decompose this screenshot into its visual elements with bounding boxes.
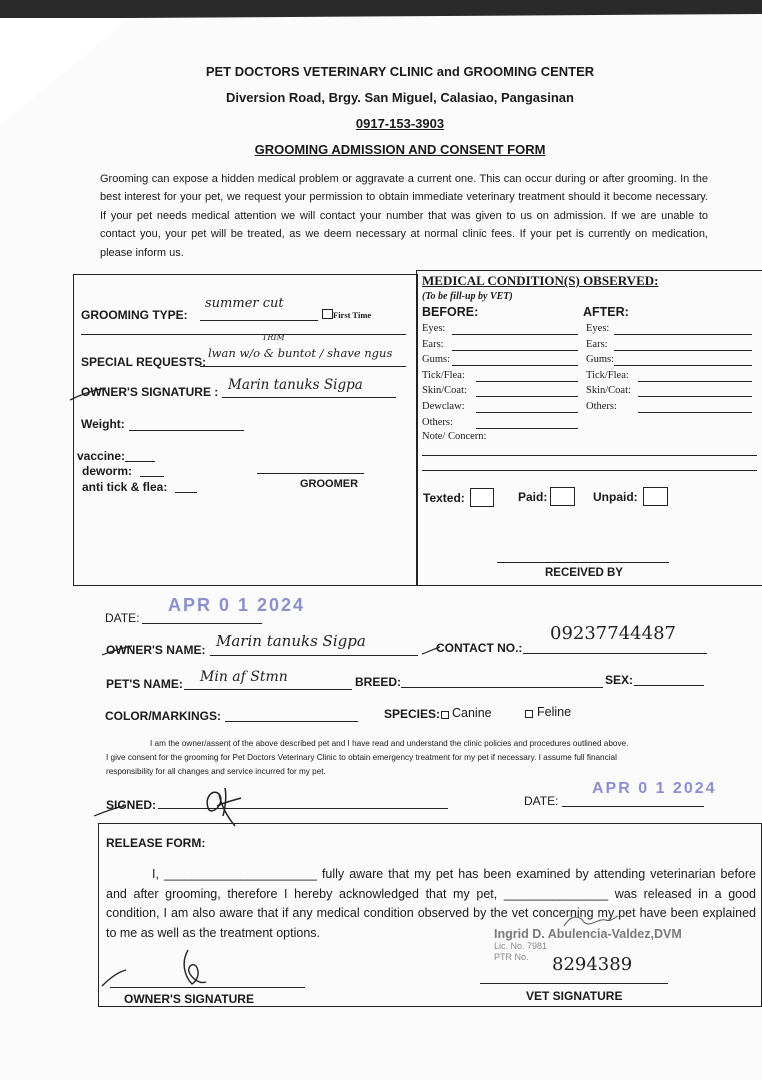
vet-sig-label: VET SIGNATURE	[526, 989, 623, 1003]
grooming-type-value: summer cut	[205, 296, 284, 311]
grooming-type-line	[200, 320, 318, 321]
consent-date-label: DATE:	[524, 794, 559, 808]
note-label: Note/ Concern:	[422, 431, 487, 442]
after-item-label: Others:	[586, 401, 617, 412]
groomer-label: GROOMER	[300, 478, 359, 490]
paid-label: Paid:	[518, 490, 548, 504]
pet-name-line	[184, 689, 352, 690]
texted-checkbox[interactable]	[470, 488, 494, 507]
groomer-line	[257, 473, 364, 474]
vaccine-line	[125, 461, 155, 462]
feline-checkbox[interactable]	[525, 710, 533, 718]
owner-sig-mark	[100, 944, 210, 990]
texted-label: Texted:	[423, 491, 465, 505]
received-by-label: RECEIVED BY	[545, 567, 623, 579]
after-heading: AFTER:	[583, 305, 629, 319]
release-text: I, ______________________ fully aware that my pet has been examined by attending veterinarian before and after grooming, therefore I hereby acknowledged that my pet, _______________ was released in a good condition, I am also aware that if any medical condition observed by the vet concerning my pet have been explained to me as well as the treatment options.	[106, 867, 756, 940]
date-line	[142, 623, 262, 624]
after-item-line	[638, 396, 752, 397]
antitick-line	[175, 492, 197, 493]
sex-label: SEX:	[605, 673, 634, 687]
after-item-line	[614, 350, 752, 351]
consent-date-stamp: APR 0 1 2024	[592, 780, 717, 797]
before-item-label: Eyes:	[422, 323, 446, 334]
deworm-label: deworm:	[82, 464, 133, 478]
weight-line	[129, 430, 244, 431]
color-label: COLOR/MARKINGS:	[105, 709, 221, 723]
special-requests-value: lwan w/o & buntot / shave ngus	[208, 346, 393, 360]
owner-sig-label: OWNER'S SIGNATURE	[124, 992, 254, 1006]
form-title: GROOMING ADMISSION AND CONSENT FORM	[254, 142, 546, 157]
date-label: DATE:	[105, 611, 140, 625]
owner-name-label: OWNER'S NAME:	[106, 643, 206, 657]
before-item-line	[452, 365, 578, 366]
breed-label: BREED:	[355, 675, 402, 689]
consent-line-3: responsibility for all changes and service incurred for my pet.	[106, 767, 326, 776]
consent-line-1: I am the owner/assent of the above described pet and I have read and understand the clinic policies and procedures outlined above.	[150, 739, 629, 748]
canine-checkbox[interactable]	[441, 711, 449, 719]
pet-name-label: PET'S NAME:	[106, 677, 183, 691]
before-item-line	[452, 334, 578, 335]
after-item-label: Gums:	[586, 354, 615, 366]
before-item-label: Dewclaw:	[422, 401, 465, 412]
sex-line	[634, 685, 704, 686]
consent-date-line	[562, 806, 704, 807]
special-requests-note: TRIM	[262, 333, 285, 342]
species-label: SPECIES:	[384, 707, 441, 721]
canine-label: Canine	[452, 706, 492, 720]
signed-strike	[92, 800, 128, 820]
vet-ptr-label: PTR No.	[494, 952, 529, 962]
owner-row-strikes	[100, 640, 440, 660]
vet-license: Lic. No. 7981	[494, 941, 548, 951]
release-title: RELEASE FORM:	[106, 836, 206, 850]
vet-sig-line	[480, 983, 668, 984]
after-item-line	[614, 334, 752, 335]
owner-signature-line	[222, 397, 396, 398]
after-item-label: Eyes:	[586, 323, 610, 334]
owner-signature-value: Marin tanuks Sigpa	[228, 377, 363, 393]
owner-signature-label: OWNER'S SIGNATURE :	[81, 385, 219, 399]
first-time-label: First Time	[333, 310, 372, 320]
contact-line	[523, 653, 707, 654]
after-item-line	[614, 365, 752, 366]
before-item-line	[476, 412, 578, 413]
contact-label: CONTACT NO.:	[436, 641, 523, 655]
before-item-line	[476, 428, 578, 429]
before-heading: BEFORE:	[422, 305, 479, 319]
vet-signature	[560, 910, 620, 932]
date-stamp: APR 0 1 2024	[168, 595, 306, 615]
clinic-phone: 0917-153-3903	[355, 116, 445, 131]
note-line-1	[422, 455, 757, 456]
intro-paragraph: Grooming can expose a hidden medical problem or aggravate a current one. This can occur during or after grooming. In the best interest for your pet, we request your permission to obtain immediate veterinary treatment should it become necessary. If your pet needs medical attention we will contact your number that was given to us on admission. If we are unable to contact you, your pet will be treated, as we deem necessary at normal clinic fees. If your pet is currently on medication, please inform us.	[100, 173, 708, 259]
antitick-label: anti tick & flea:	[82, 480, 168, 494]
deworm-line	[140, 476, 164, 477]
before-item-label: Ears:	[422, 338, 444, 350]
breed-line	[401, 687, 603, 688]
special-requests-label: SPECIAL REQUESTS:	[81, 355, 207, 369]
before-item-label: Skin/Coat:	[422, 385, 467, 397]
after-item-label: Skin/Coat:	[586, 385, 631, 397]
before-item-line	[476, 381, 578, 382]
special-requests-line	[200, 366, 406, 367]
before-item-label: Gums:	[422, 354, 451, 366]
color-line	[225, 721, 358, 722]
clinic-name: PET DOCTORS VETERINARY CLINIC and GROOMING CENTER	[205, 64, 595, 79]
before-item-label: Others:	[422, 416, 453, 428]
first-time-checkbox[interactable]	[322, 309, 333, 319]
owner-signature-strike	[68, 384, 108, 404]
clinic-address: Diversion Road, Brgy. San Miguel, Calasiao, Pangasinan	[226, 90, 574, 105]
feline-label: Feline	[537, 705, 572, 719]
after-item-label: Ears:	[586, 338, 608, 350]
grooming-extra-line	[81, 334, 406, 335]
vet-name: Ingrid D. Abulencia-Valdez,DVM	[494, 927, 682, 941]
paid-checkbox[interactable]	[550, 487, 575, 506]
contact-value: 09237744487	[550, 623, 676, 644]
consent-line-2: I give consent for the grooming for Pet Doctors Veterinary Clinic to obtain emergency treatment for my pet if necessary. I assume full financial	[106, 753, 617, 762]
before-item-line	[452, 350, 578, 351]
received-by-line	[497, 562, 669, 563]
medical-title: MEDICAL CONDITION(S) OBSERVED:	[422, 273, 659, 288]
owner-name-value: Marin tanuks Sigpa	[216, 632, 366, 650]
pet-name-value: Min af Stmn	[200, 669, 288, 685]
note-line-2	[422, 470, 757, 471]
unpaid-label: Unpaid:	[593, 490, 638, 504]
weight-label: Weight:	[81, 417, 125, 431]
grooming-type-label: GROOMING TYPE:	[81, 308, 188, 322]
vet-ptr-value: 8294389	[552, 954, 633, 975]
after-item-label: Tick/Flea:	[586, 369, 629, 381]
after-item-line	[638, 381, 752, 382]
unpaid-checkbox[interactable]	[643, 487, 668, 506]
after-item-line	[638, 412, 752, 413]
signed-label: SIGNED:	[106, 798, 157, 812]
before-item-line	[476, 396, 578, 397]
before-item-label: Tick/Flea:	[422, 369, 465, 381]
vaccine-label: vaccine:	[77, 449, 126, 463]
medical-subtitle: (To be fill-up by VET)	[422, 291, 513, 302]
